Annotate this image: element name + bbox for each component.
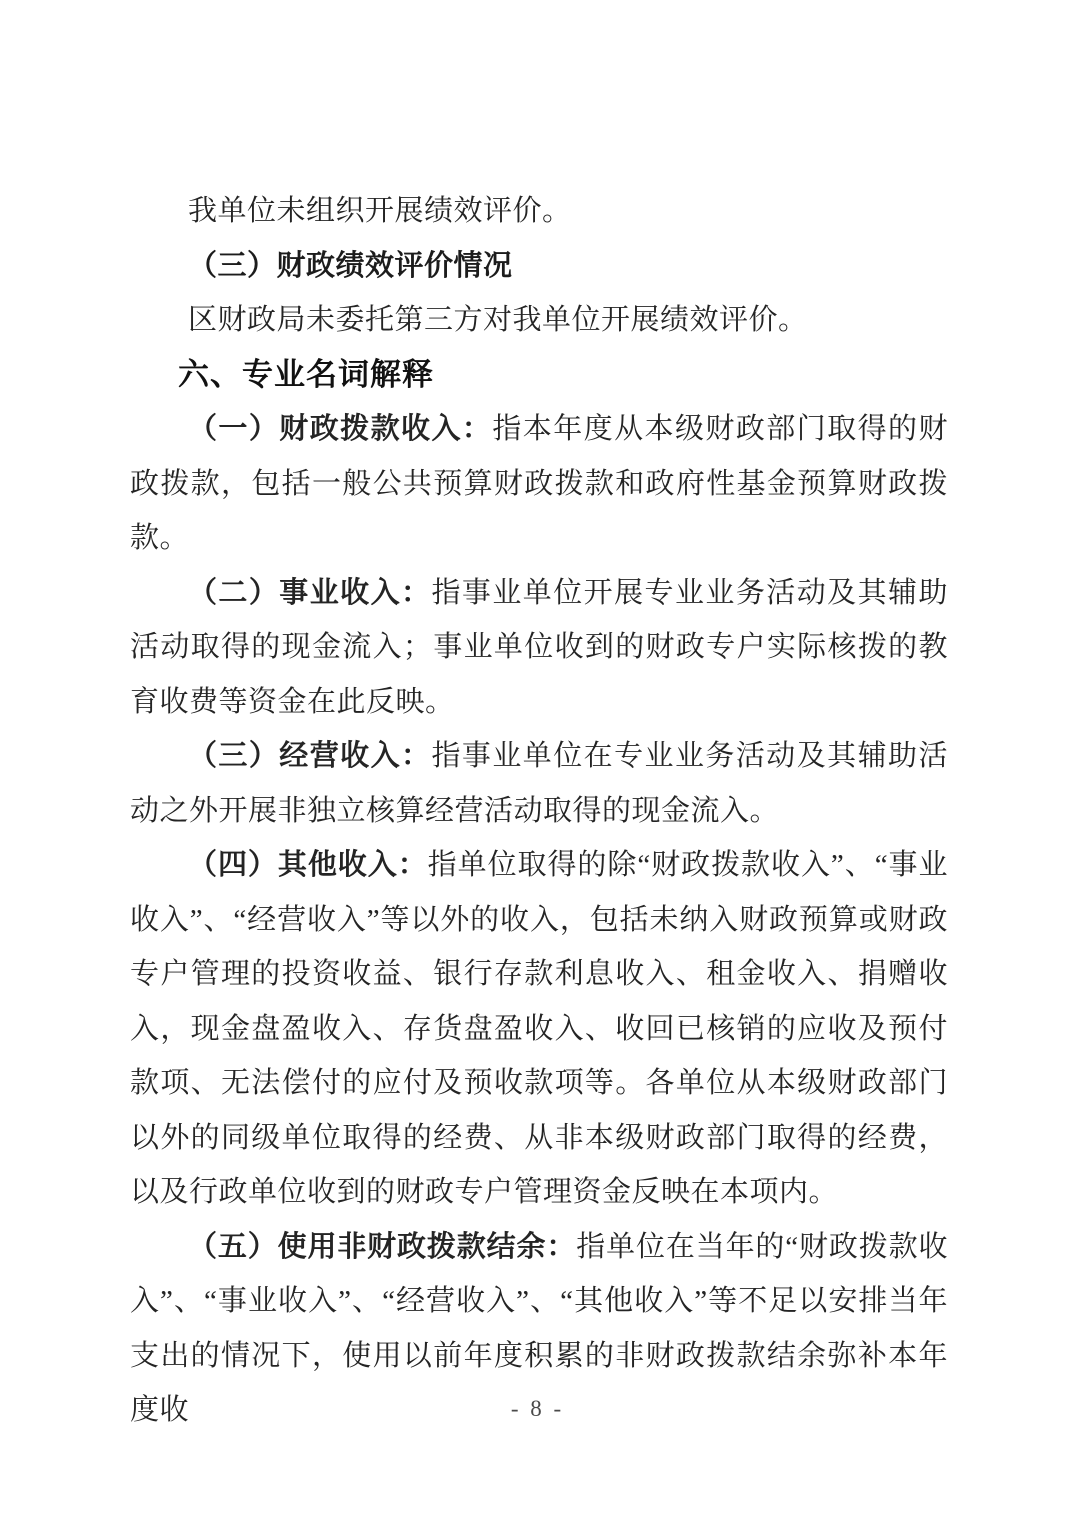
- paragraph: [130, 838, 948, 1220]
- subsection-heading: [130, 239, 948, 294]
- term-label: （三）经营收入：: [188, 740, 432, 772]
- paragraph: [130, 184, 948, 239]
- paragraph-text: 区财政局未委托第三方对我单位开展绩效评价。: [188, 304, 808, 336]
- paragraph: [130, 566, 948, 730]
- paragraph-text: 指本年度从本级财政部门取得的财政拨款，包括一般公共预算财政拨款和政府性基金预算财政拨款。: [130, 413, 948, 554]
- subsection-heading-text: （三）财政绩效评价情况: [188, 249, 513, 282]
- page-number: - 8 -: [510, 1396, 565, 1421]
- term-label: （四）其他收入：: [188, 849, 428, 881]
- document-body: [130, 184, 948, 1438]
- term-label: （一）财政拨款收入：: [188, 413, 493, 445]
- paragraph: [130, 729, 948, 838]
- paragraph-text: 指单位取得的除“财政拨款收入”、“事业收入”、“经营收入”等以外的收入，包括未纳入财政预算或财政专户管理的投资收益、银行存款利息收入、租金收入、捐赠收入，现金盘盈收入、存货盘盈收入、收回已核销的应收及预付款项、无法偿付的应付及预收款项等。各单位从本级财政部门以外的同级单位取得的经费、从非本级财政部门取得的经费，以及行政单位收到的财政专户管理资金反映在本项内。: [130, 849, 948, 1208]
- paragraph: [130, 402, 948, 566]
- paragraph-text: 我单位未组织开展绩效评价。: [188, 195, 572, 227]
- paragraph-text: 指单位在当年的“财政拨款收入”、“事业收入”、“经营收入”、“其他收入”等不足以安排当年支出的情况下，使用以前年度积累的非财政拨款结余弥补本年度收: [130, 1230, 948, 1426]
- section-heading: 六、专业名词解释: [178, 356, 434, 392]
- term-label: （五）使用非财政拨款结余：: [188, 1230, 577, 1263]
- paragraph: [130, 293, 948, 348]
- paragraph-text: 指事业单位开展专业业务活动及其辅助活动取得的现金流入；事业单位收到的财政专户实际核拨的教育收费等资金在此反映。: [130, 576, 948, 718]
- term-label: （二）事业收入：: [188, 576, 432, 609]
- paragraph-text: 指事业单位在专业业务活动及其辅助活动之外开展非独立核算经营活动取得的现金流入。: [130, 740, 948, 827]
